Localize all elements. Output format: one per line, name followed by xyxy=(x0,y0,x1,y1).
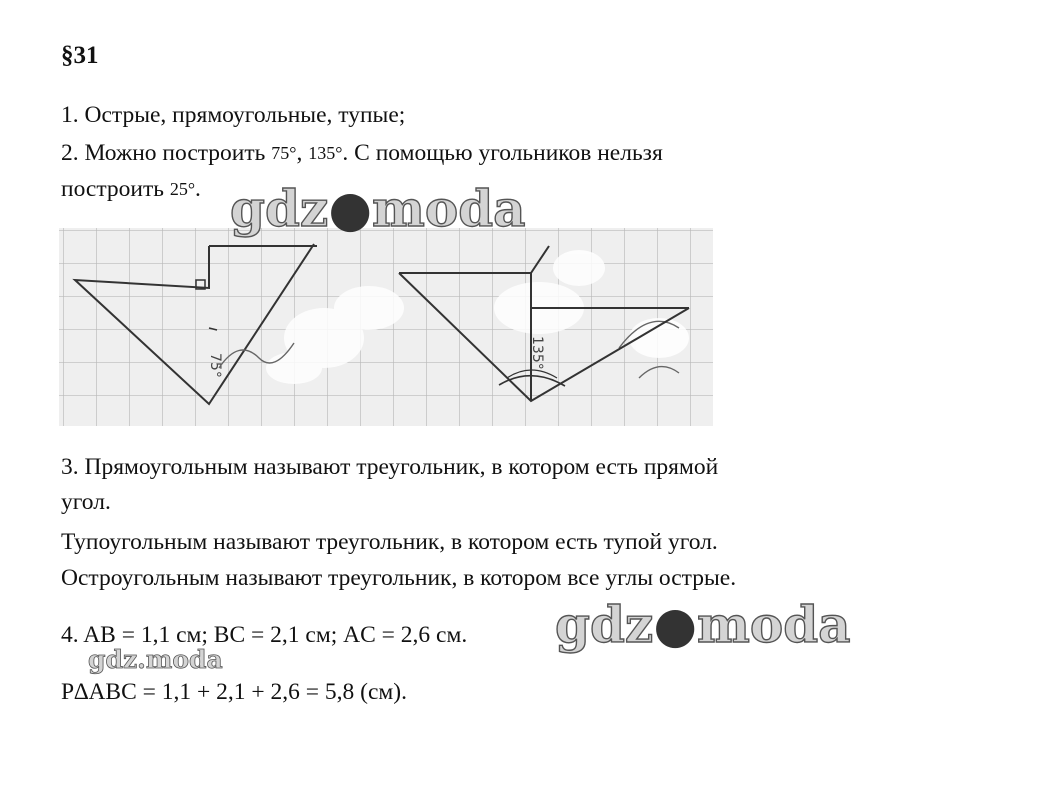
item-1: 1. Острые, прямоугольные, тупые; xyxy=(61,102,406,128)
item-3-line-1: 3. Прямоугольным называют треугольник, в котором есть прямой xyxy=(61,454,719,480)
item-2-line-1: 2. Можно построить 75°, 135°. С помощью угольников нельзя xyxy=(61,140,663,166)
angle-75: 75° xyxy=(271,143,297,163)
watermark-top: gdz●moda xyxy=(230,179,526,238)
triangle-construction-figure xyxy=(59,228,713,426)
angle-25: 25° xyxy=(169,179,196,199)
item-2-text: 2. Можно построить xyxy=(61,140,272,166)
right-angle-label: 135° xyxy=(529,336,545,370)
grid-drawing xyxy=(59,228,713,426)
item-2-text-after: . С помощью угольников нельзя xyxy=(342,140,663,166)
item-2-line-2: построить 25°. xyxy=(61,176,201,202)
watermark-middle: gdz●moda xyxy=(555,595,851,654)
item-3-line-4: Остроугольным называют треугольник, в котором все углы острые. xyxy=(61,565,737,591)
section-title: §31 xyxy=(61,42,99,69)
left-angle-label: 75° xyxy=(207,353,223,378)
watermark-small: gdz.moda xyxy=(88,645,223,674)
item-3-line-3: Тупоугольным называют треугольник, в котором есть тупой угол. xyxy=(61,529,718,555)
item-3-line-2: угол. xyxy=(61,489,111,515)
angle-135: 135° xyxy=(308,143,343,163)
item-4-line-2: P∆ABC = 1,1 + 2,1 + 2,6 = 5,8 (см). xyxy=(61,679,407,705)
item-4-line-1: 4. AB = 1,1 см; BC = 2,1 см; AC = 2,6 см. xyxy=(61,622,468,648)
